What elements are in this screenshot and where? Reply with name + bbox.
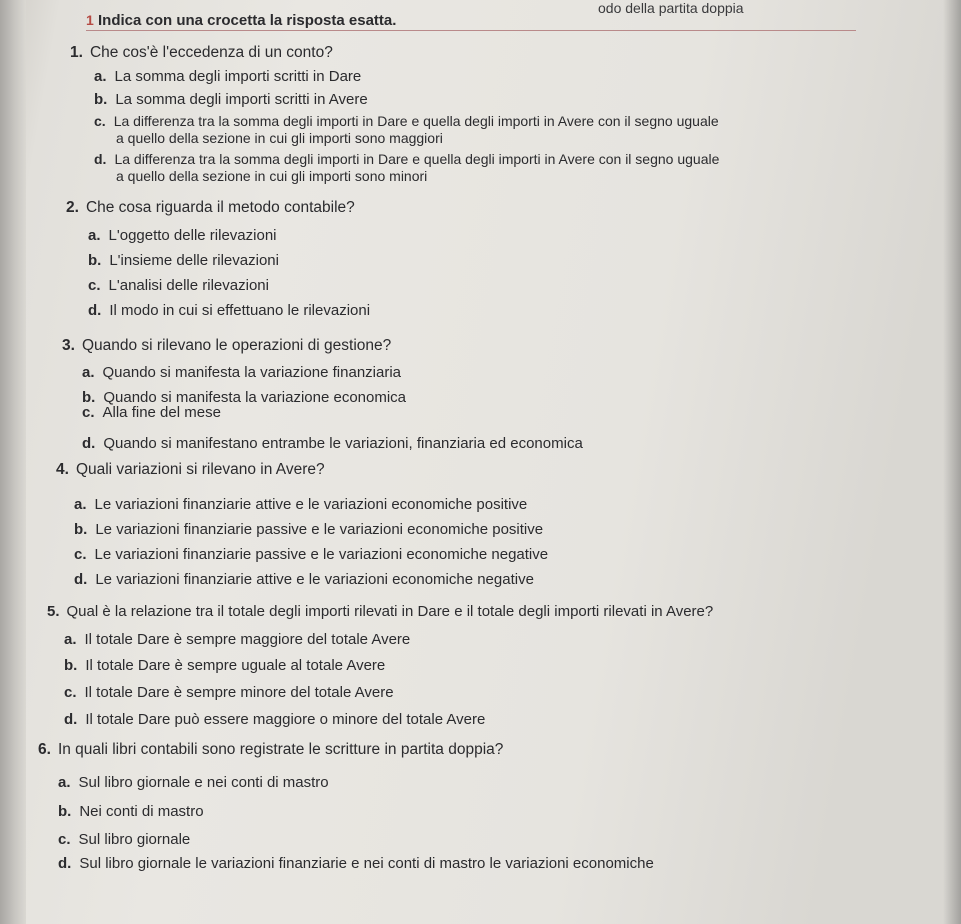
question-text: Quali variazioni si rilevano in Avere? [75,461,325,478]
option-letter: a. [58,774,71,791]
option-text: Le variazioni finanziarie attive e le variazioni economiche positive [94,496,528,513]
exercise-number: 1 [86,12,94,28]
q6-option-c[interactable] [58,831,190,848]
option-text: Sul libro giornale e nei conti di mastro [78,774,329,791]
question-3 [62,337,391,355]
option-text: Quando si manifesta la variazione economica [103,389,407,406]
section-title: odo della partita doppia [598,0,744,16]
option-text: L'oggetto delle rilevazioni [108,227,277,244]
option-letter: c. [88,277,101,294]
q1-option-d-continuation: a quello della sezione in cui gli importi sono minori [116,168,428,184]
question-number: 4. [56,461,69,478]
q6-option-a[interactable] [58,774,329,791]
question-text: Quando si rilevano le operazioni di gestione? [81,337,392,354]
q4-option-b[interactable] [74,521,543,538]
q6-option-b[interactable] [58,803,204,820]
option-text: Le variazioni finanziarie passive e le variazioni economiche positive [95,521,544,538]
option-letter: c. [94,113,106,129]
question-text: Qual è la relazione tra il totale degli importi rilevati in Dare e il totale degli importi rilevati in Avere? [66,603,714,620]
exercise-instruction: Indica con una crocetta la risposta esatta. [98,12,397,29]
q1-option-c-continuation: a quello della sezione in cui gli importi sono maggiori [116,130,443,146]
option-letter: d. [82,435,96,452]
question-text: Che cosa riguarda il metodo contabile? [85,199,355,216]
option-text: La somma degli importi scritti in Avere [115,91,368,108]
option-letter: d. [94,151,107,167]
q2-option-a[interactable] [88,227,277,244]
option-text: Il totale Dare è sempre minore del totale Avere [84,684,394,701]
option-letter: c. [74,546,87,563]
option-letter: b. [82,389,96,406]
question-number: 3. [62,337,75,354]
header-divider [86,30,856,31]
option-text: La somma degli importi scritti in Dare [114,68,362,85]
q4-option-d[interactable] [74,571,534,588]
q3-option-a[interactable] [82,364,401,381]
option-text: Il totale Dare è sempre uguale al totale Avere [85,657,386,674]
option-letter: d. [64,711,78,728]
question-number: 2. [66,199,79,216]
option-text: Le variazioni finanziarie attive e le variazioni economiche negative [95,571,534,588]
q4-option-a[interactable] [74,496,527,513]
question-4 [56,461,325,479]
option-text: L'insieme delle rilevazioni [109,252,279,269]
q1-option-d[interactable] [94,151,719,167]
q1-option-c[interactable] [94,113,719,129]
question-number: 6. [38,741,51,758]
option-text: Il totale Dare può essere maggiore o minore del totale Avere [85,711,486,728]
option-text: Le variazioni finanziarie passive e le variazioni economiche negative [94,546,549,563]
q1-option-a[interactable] [94,68,361,85]
option-letter: b. [88,252,102,269]
option-letter: d. [74,571,88,588]
option-letter: c. [58,831,71,848]
q5-option-b[interactable] [64,657,385,674]
option-letter: a. [74,496,87,513]
q2-option-b[interactable] [88,252,279,269]
option-text: Quando si manifestano entrambe le variazioni, finanziaria ed economica [103,435,583,452]
option-letter: b. [58,803,72,820]
option-text: Sul libro giornale le variazioni finanziarie e nei conti di mastro le variazioni economiche [79,855,654,872]
question-number: 5. [47,603,60,620]
q5-option-d[interactable] [64,711,485,728]
q5-option-a[interactable] [64,631,410,648]
option-letter: b. [74,521,88,538]
question-1 [70,44,333,62]
option-text: L'analisi delle rilevazioni [108,277,269,294]
option-letter: a. [88,227,101,244]
option-letter: b. [64,657,78,674]
option-letter: a. [94,68,107,85]
q2-option-d[interactable] [88,302,370,319]
question-2 [66,199,355,217]
option-text: Il modo in cui si effettuano le rilevazioni [109,302,371,319]
option-letter: a. [64,631,77,648]
option-text: La differenza tra la somma degli importi in Dare e quella degli importi in Avere con il segno uguale [113,113,719,129]
question-5 [47,603,713,620]
page-edge-shadow [943,0,961,924]
option-letter: b. [94,91,108,108]
option-letter: c. [82,404,95,421]
option-text: Il totale Dare è sempre maggiore del totale Avere [84,631,411,648]
option-text: Sul libro giornale [78,831,191,848]
option-text: Nei conti di mastro [79,803,204,820]
question-6 [38,741,503,759]
option-letter: c. [64,684,77,701]
q4-option-c[interactable] [74,546,548,563]
question-number: 1. [70,44,83,61]
option-letter: d. [88,302,102,319]
option-letter: a. [82,364,95,381]
question-text: In quali libri contabili sono registrate le scritture in partita doppia? [57,741,504,758]
q6-option-d[interactable] [58,855,654,872]
q3-option-d[interactable] [82,435,583,452]
option-text: Alla fine del mese [102,404,221,421]
option-text: La differenza tra la somma degli importi in Dare e quella degli importi in Avere con il segno uguale [114,151,720,167]
option-letter: d. [58,855,72,872]
question-text: Che cos'è l'eccedenza di un conto? [89,44,333,61]
q5-option-c[interactable] [64,684,394,701]
q3-option-c[interactable] [82,404,221,421]
q1-option-b[interactable] [94,91,368,108]
book-binding [0,0,26,924]
option-text: Quando si manifesta la variazione finanziaria [102,364,402,381]
q2-option-c[interactable] [88,277,269,294]
